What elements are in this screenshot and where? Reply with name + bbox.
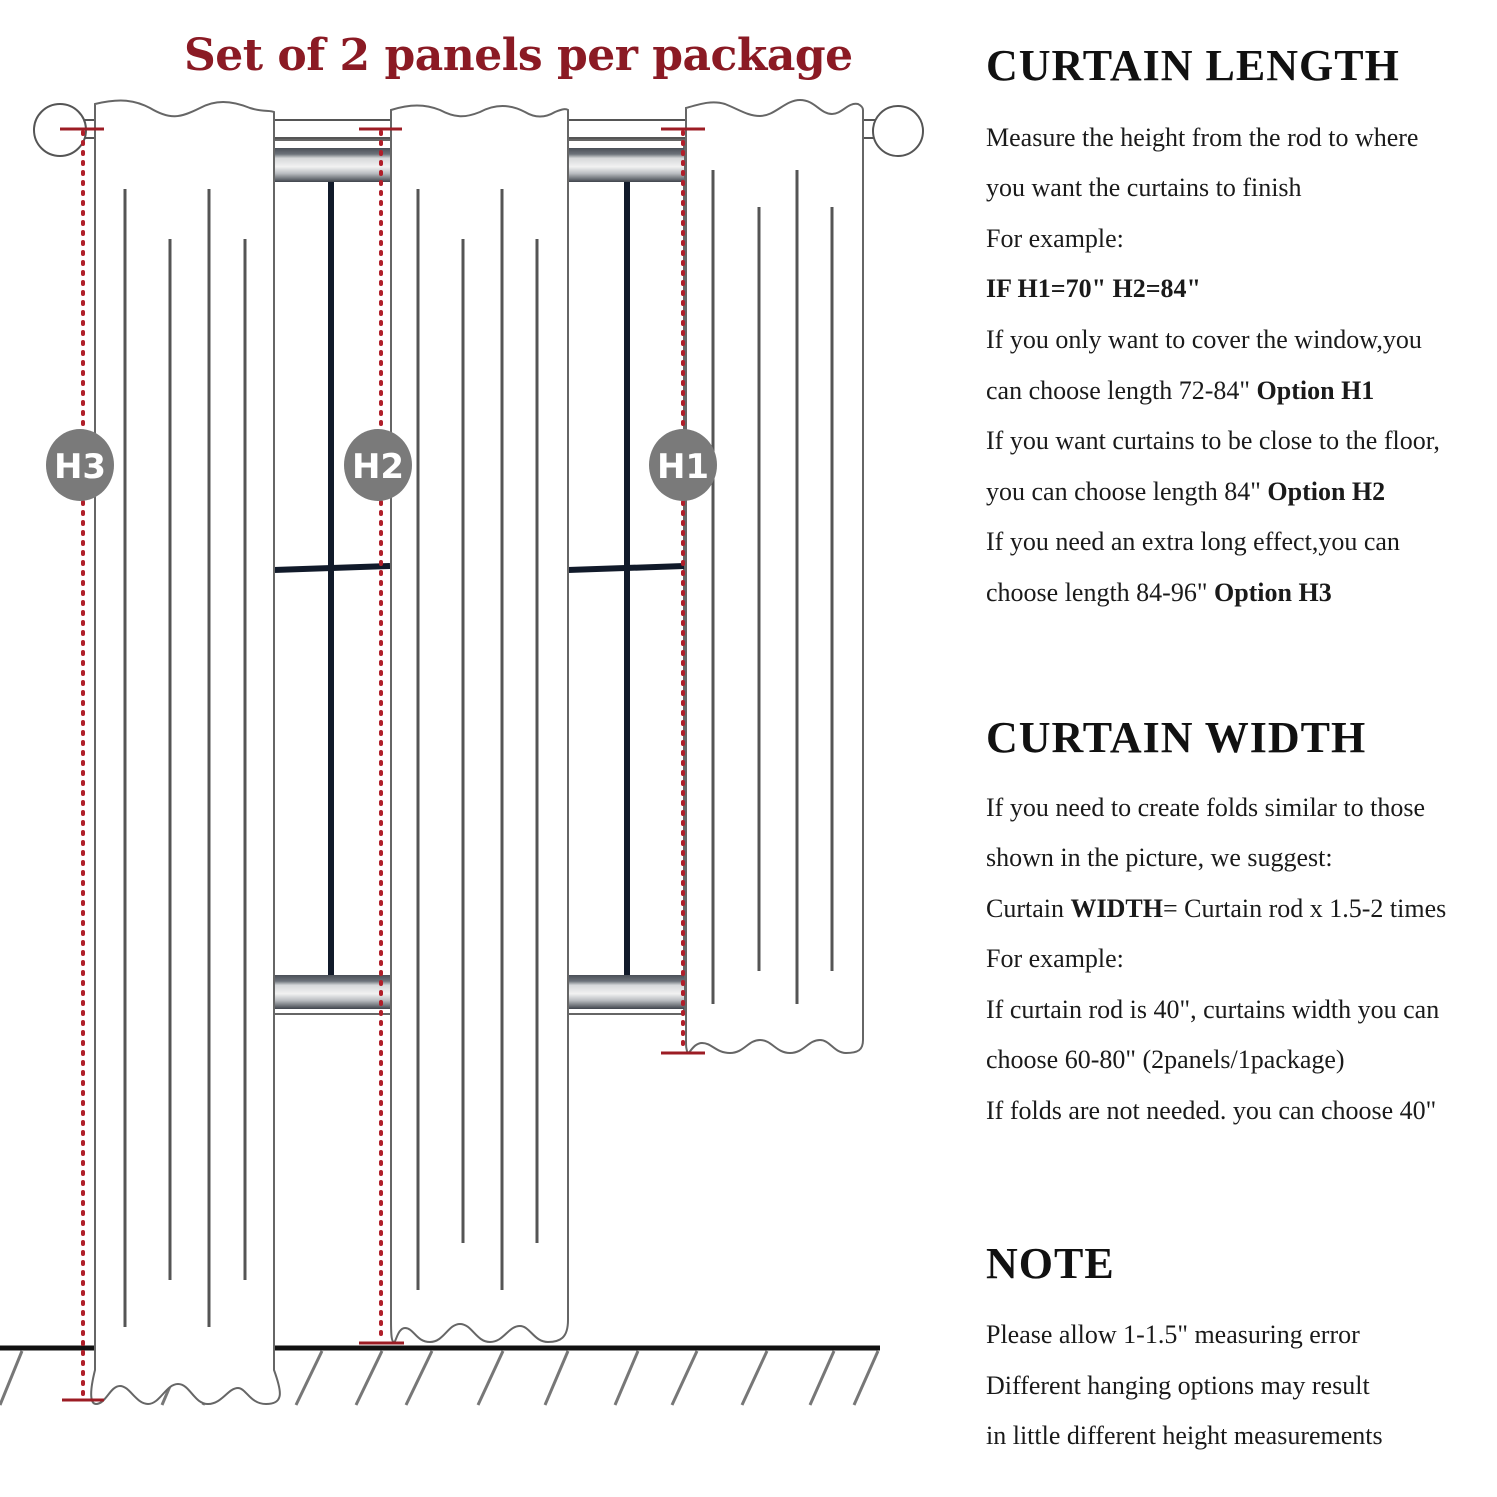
width-line-1: If you need to create folds similar to those (986, 793, 1425, 822)
length-line-7: If you want curtains to be close to the floor, (986, 426, 1440, 455)
length-example-bold: IF H1=70" H2=84" (986, 274, 1201, 303)
length-line-9: If you need an extra long effect,you can (986, 527, 1400, 556)
length-line-5: If you only want to cover the window,you (986, 325, 1422, 354)
width-line-6: choose 60-80" (2panels/1package) (986, 1045, 1345, 1074)
note-line-1: Please allow 1-1.5" measuring error (986, 1320, 1360, 1349)
width-line-4: For example: (986, 944, 1124, 973)
badge-h2-label: H2 (351, 447, 405, 487)
badge-h2 (344, 429, 412, 501)
width-formula: Curtain WIDTH= Curtain rod x 1.5-2 times (986, 894, 1447, 923)
width-line-2: shown in the picture, we suggest: (986, 843, 1333, 872)
note-line-2: Different hanging options may result (986, 1371, 1370, 1400)
width-line-5: If curtain rod is 40", curtains width you can (986, 995, 1440, 1024)
curtain-length-heading: CURTAIN LENGTH (986, 41, 1400, 90)
badge-h3-label: H3 (53, 447, 107, 487)
length-option-h2: you can choose length 84" Option H2 (986, 477, 1386, 506)
length-line-3: For example: (986, 224, 1124, 253)
package-title: Set of 2 panels per package (184, 30, 853, 81)
curtain-panel-h2 (391, 106, 568, 1343)
badge-h1 (649, 429, 717, 501)
curtain-width-heading: CURTAIN WIDTH (986, 713, 1367, 762)
badge-h3 (46, 429, 114, 501)
note-line-3: in little different height measurements (986, 1421, 1383, 1450)
width-line-7: If folds are not needed. you can choose 40" (986, 1096, 1437, 1125)
length-line-2: you want the curtains to finish (986, 173, 1302, 202)
length-line-1: Measure the height from the rod to where (986, 123, 1419, 152)
badge-h1-label: H1 (656, 447, 710, 487)
curtain-panel-h1 (686, 100, 863, 1053)
length-option-h3: choose length 84-96" Option H3 (986, 578, 1332, 607)
length-option-h1: can choose length 72-84" Option H1 (986, 376, 1375, 405)
curtain-panel-h3 (91, 101, 280, 1404)
note-heading: NOTE (986, 1239, 1115, 1288)
